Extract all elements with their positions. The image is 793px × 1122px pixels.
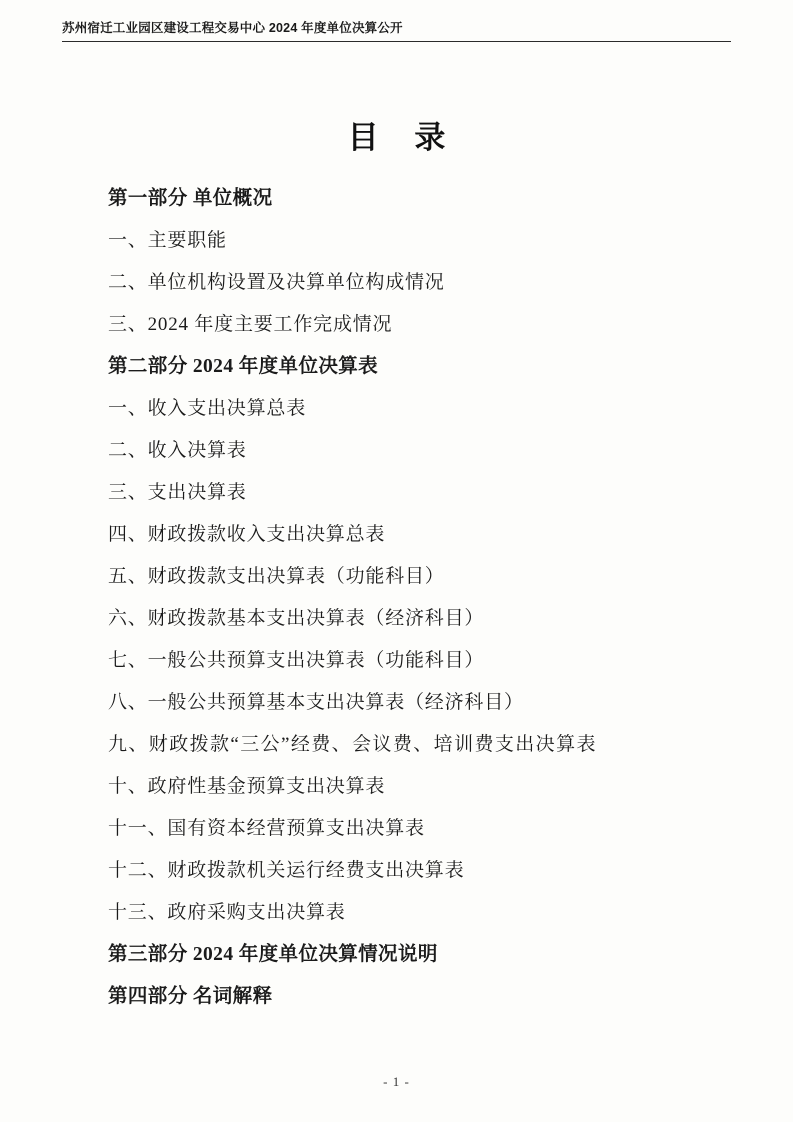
toc-part-heading[interactable]: 第一部分 单位概况 [108, 188, 273, 209]
toc-item[interactable]: 十二、财政拨款机关运行经费支出决算表 [108, 860, 465, 881]
toc-item[interactable]: 一、收入支出决算总表 [108, 398, 307, 419]
table-of-contents [108, 178, 733, 1018]
toc-item[interactable]: 七、一般公共预算支出决算表（功能科目） [108, 650, 485, 671]
toc-item[interactable]: 八、一般公共预算基本支出决算表（经济科目） [108, 692, 524, 713]
toc-part-heading[interactable]: 第三部分 2024 年度单位决算情况说明 [108, 944, 438, 965]
toc-item[interactable]: 三、支出决算表 [108, 482, 247, 503]
toc-item[interactable]: 十、政府性基金预算支出决算表 [108, 776, 386, 797]
toc-item[interactable]: 五、财政拨款支出决算表（功能科目） [108, 566, 445, 587]
toc-item[interactable]: 四、财政拨款收入支出决算总表 [108, 524, 386, 545]
toc-item[interactable]: 九、财政拨款“三公”经费、会议费、培训费支出决算表 [108, 734, 597, 755]
toc-item[interactable]: 一、主要职能 [108, 230, 227, 251]
header-divider [62, 41, 731, 42]
page-title: 目 录 [347, 120, 460, 155]
running-header-title: 苏州宿迁工业园区建设工程交易中心 2024 年度单位决算公开 [62, 21, 403, 35]
toc-item[interactable]: 十一、国有资本经营预算支出决算表 [108, 818, 425, 839]
toc-part-heading[interactable]: 第四部分 名词解释 [108, 986, 273, 1007]
toc-item[interactable]: 十三、政府采购支出决算表 [108, 902, 346, 923]
toc-item[interactable]: 三、2024 年度主要工作完成情况 [108, 314, 393, 335]
page-number: - 1 - [383, 1074, 410, 1089]
toc-part-heading[interactable]: 第二部分 2024 年度单位决算表 [108, 356, 379, 377]
toc-item[interactable]: 六、财政拨款基本支出决算表（经济科目） [108, 608, 485, 629]
page-header [62, 20, 731, 46]
toc-item[interactable]: 二、单位机构设置及决算单位构成情况 [108, 272, 445, 293]
toc-item[interactable]: 二、收入决算表 [108, 440, 247, 461]
